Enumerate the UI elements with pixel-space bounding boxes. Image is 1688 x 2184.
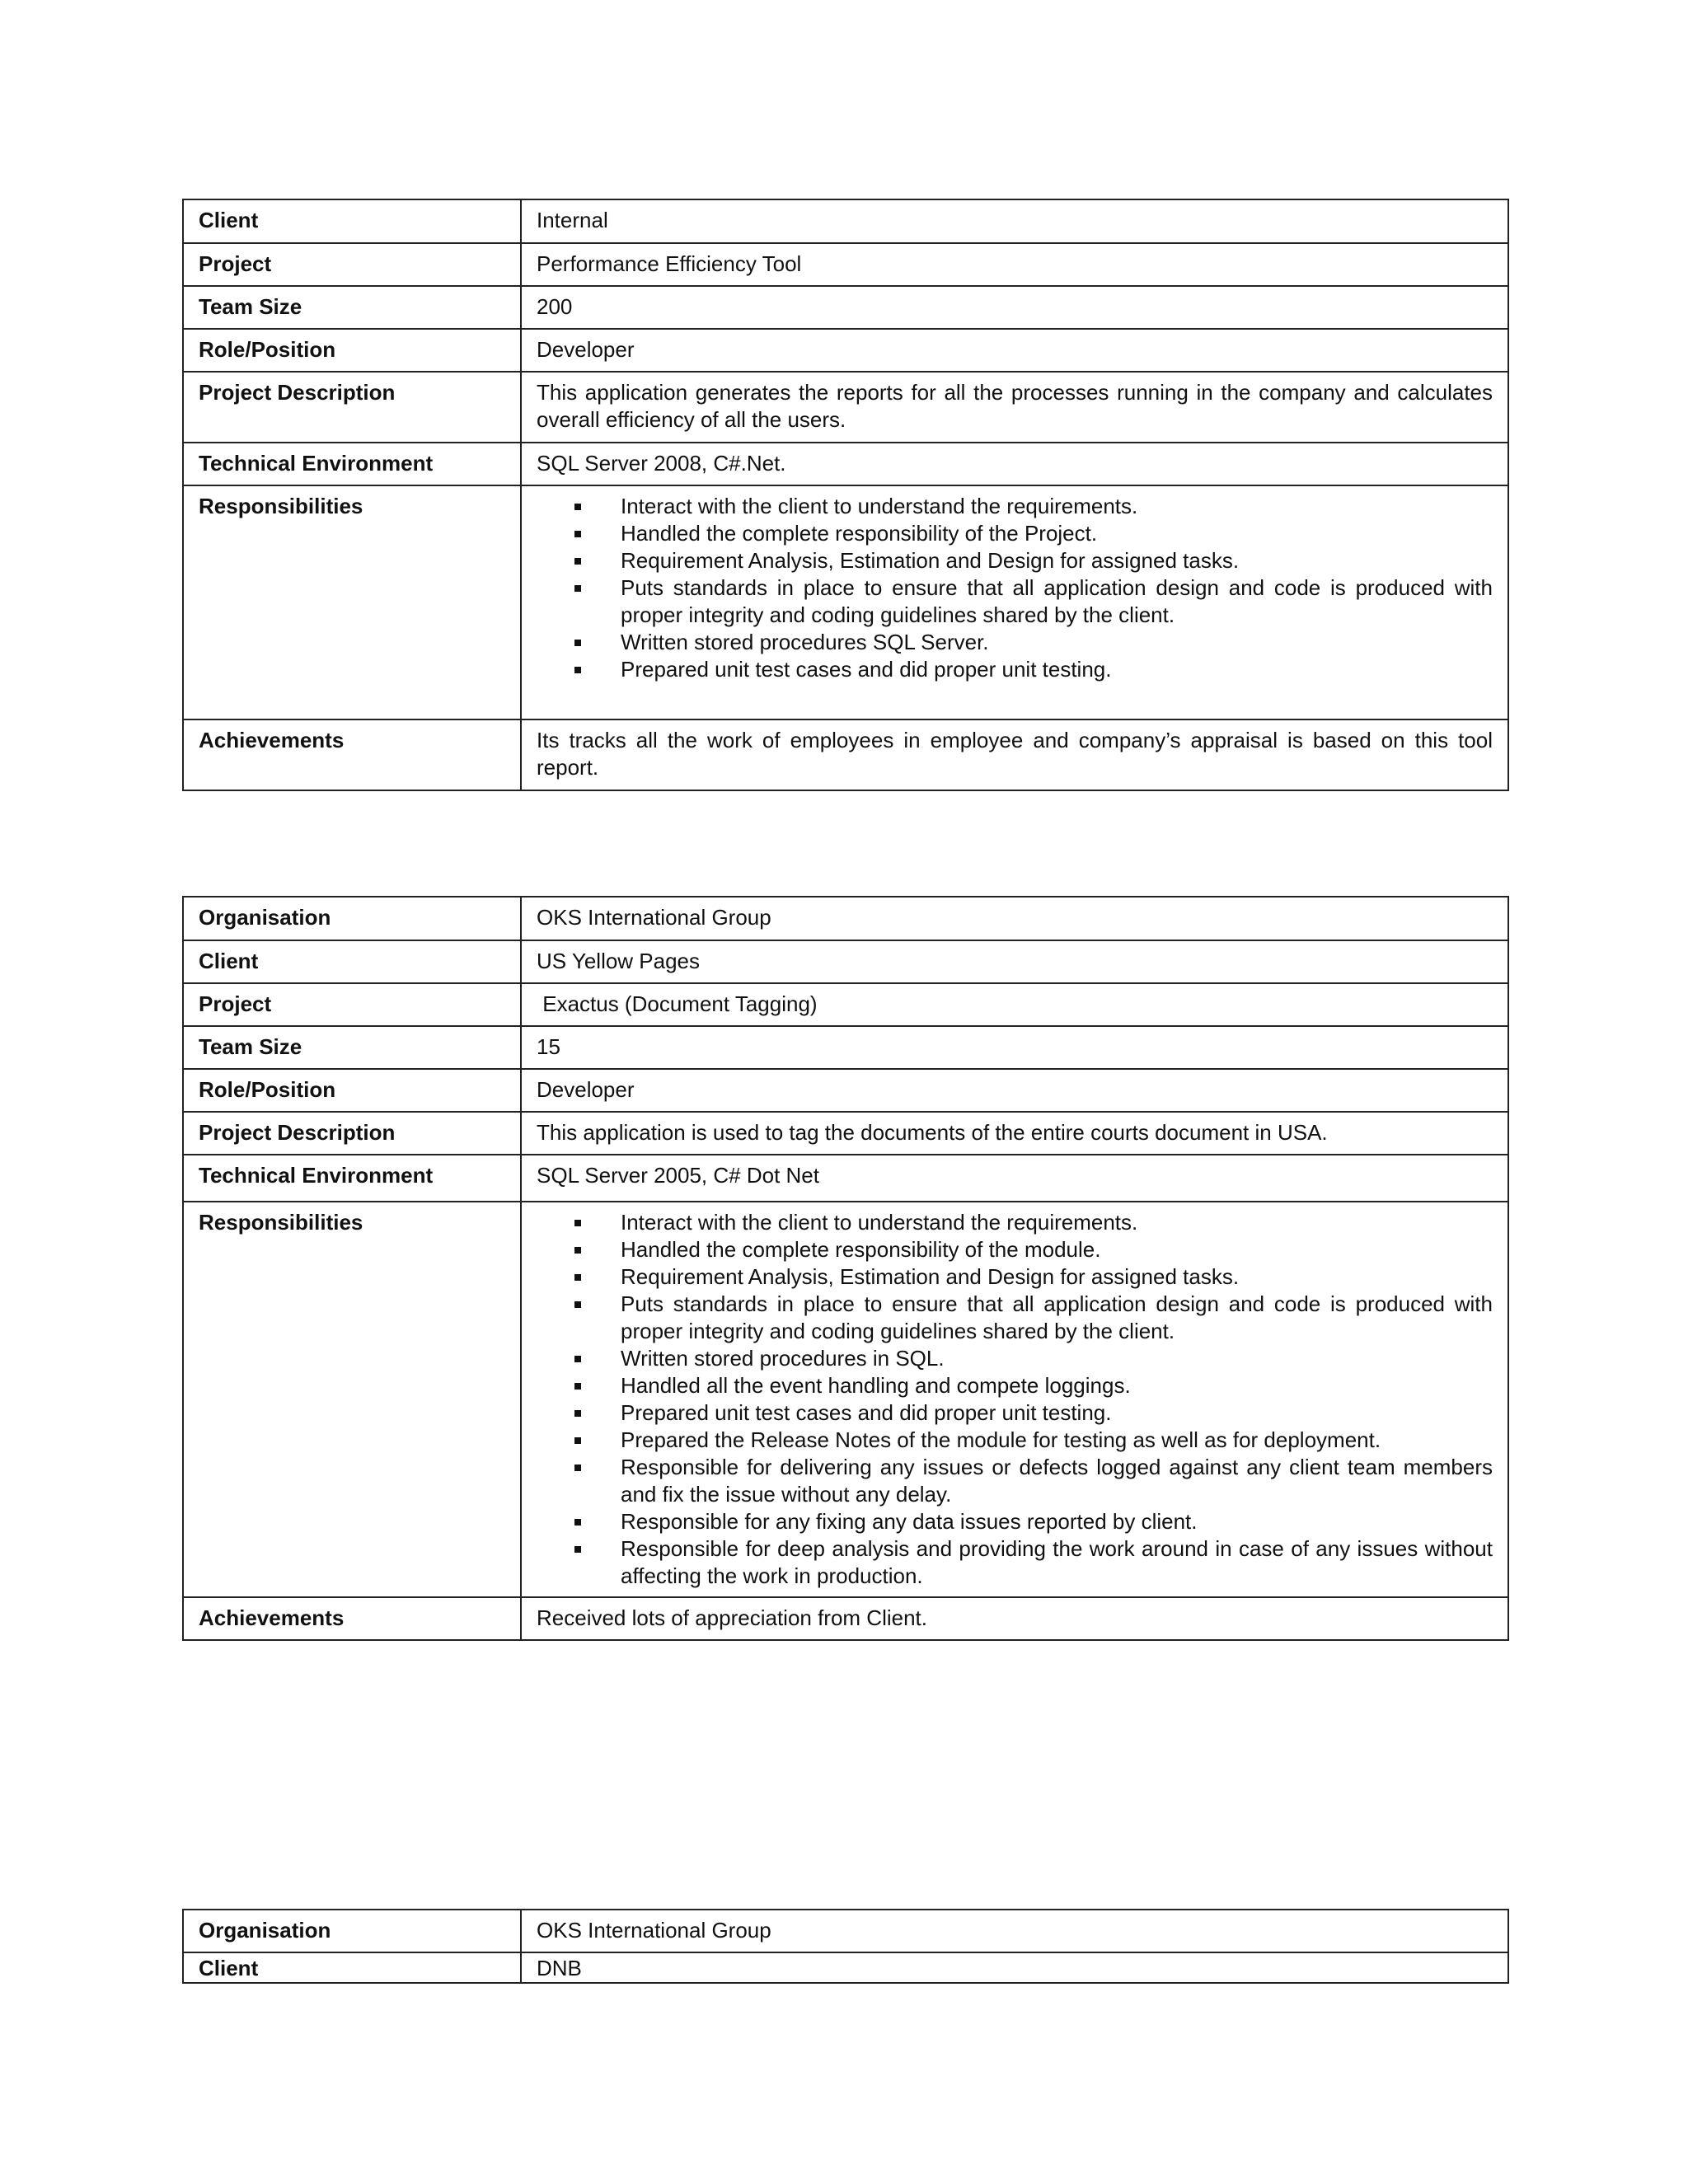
row-label: Responsibilities	[183, 485, 521, 719]
table-row	[183, 983, 1508, 1026]
list-item: Handled all the event handling and compete loggings.	[621, 1372, 1493, 1399]
list-item: Written stored procedures SQL Server.	[621, 629, 1493, 656]
row-label: Client	[183, 940, 521, 983]
table-row	[183, 1910, 1508, 1952]
row-value: OKS International Group	[521, 1910, 1508, 1952]
row-label: Role/Position	[183, 329, 521, 372]
row-label: Client	[183, 199, 521, 243]
list-item: Interact with the client to understand the requirements.	[621, 1209, 1493, 1236]
row-value: Developer	[521, 329, 1508, 372]
row-label: Responsibilities	[183, 1202, 521, 1597]
row-value: 15	[521, 1026, 1508, 1069]
row-value: OKS International Group	[521, 897, 1508, 940]
list-item: Handled the complete responsibility of the module.	[621, 1236, 1493, 1263]
table-row	[183, 897, 1508, 940]
row-value: Its tracks all the work of employees in employee and company’s appraisal is based on this tool report.	[521, 719, 1508, 790]
table-row	[183, 1155, 1508, 1202]
table-row	[183, 1597, 1508, 1640]
row-value: This application is used to tag the documents of the entire courts document in USA.	[521, 1112, 1508, 1155]
list-item: Requirement Analysis, Estimation and Design for assigned tasks.	[621, 1263, 1493, 1291]
list-item: Responsible for delivering any issues or defects logged against any client team members and fix the issue without any delay.	[621, 1455, 1493, 1507]
row-value: 200	[521, 286, 1508, 329]
responsibilities-list	[537, 1209, 1493, 1590]
list-item: Prepared unit test cases and did proper unit testing.	[621, 656, 1493, 683]
table-row	[183, 1026, 1508, 1069]
row-label: Technical Environment	[183, 443, 521, 485]
list-item: Requirement Analysis, Estimation and Design for assigned tasks.	[621, 547, 1493, 574]
table-row	[183, 719, 1508, 790]
project-table-performance-efficiency-tool	[182, 199, 1509, 791]
table-row	[183, 243, 1508, 286]
list-item: Responsible for any fixing any data issues reported by client.	[621, 1508, 1493, 1535]
list-item: Interact with the client to understand the requirements.	[621, 493, 1493, 520]
row-label: Technical Environment	[183, 1155, 521, 1202]
responsibilities-cell	[521, 1202, 1508, 1597]
table-row	[183, 485, 1508, 719]
row-label: Project Description	[183, 372, 521, 443]
table-row	[183, 329, 1508, 372]
row-label: Organisation	[183, 1910, 521, 1952]
row-value: SQL Server 2005, C# Dot Net	[521, 1155, 1508, 1202]
list-item: Puts standards in place to ensure that all application design and code is produced with proper integrity and coding guidelines shared by the client.	[621, 1291, 1493, 1343]
row-value: This application generates the reports for all the processes running in the company and calculates overall efficiency of all the users.	[521, 372, 1508, 443]
row-label: Team Size	[183, 1026, 521, 1069]
list-item: Responsible for deep analysis and providing the work around in case of any issues without affecting the work in production.	[621, 1536, 1493, 1588]
list-item: Written stored procedures in SQL.	[621, 1345, 1493, 1372]
table-row	[183, 1069, 1508, 1112]
row-label: Achievements	[183, 1597, 521, 1640]
row-value: US Yellow Pages	[521, 940, 1508, 983]
row-value: DNB	[521, 1952, 1508, 1983]
table-row	[183, 940, 1508, 983]
row-value: Received lots of appreciation from Client.	[521, 1597, 1508, 1640]
row-label: Achievements	[183, 719, 521, 790]
row-value: SQL Server 2008, C#.Net.	[521, 443, 1508, 485]
row-label: Organisation	[183, 897, 521, 940]
table-row	[183, 1112, 1508, 1155]
list-item: Handled the complete responsibility of the Project.	[621, 520, 1493, 547]
row-value: Performance Efficiency Tool	[521, 243, 1508, 286]
table-row	[183, 1952, 1508, 1983]
row-label: Project	[183, 243, 521, 286]
row-value: Developer	[521, 1069, 1508, 1112]
list-item: Puts standards in place to ensure that all application design and code is produced with proper integrity and coding guidelines shared by the client.	[621, 575, 1493, 627]
table-row	[183, 443, 1508, 485]
table-row	[183, 1202, 1508, 1597]
list-item: Prepared the Release Notes of the module for testing as well as for deployment.	[621, 1427, 1493, 1454]
table-row	[183, 286, 1508, 329]
row-label: Client	[183, 1952, 521, 1983]
table-row	[183, 372, 1508, 443]
row-value: Internal	[521, 199, 1508, 243]
row-label: Project	[183, 983, 521, 1026]
row-label: Role/Position	[183, 1069, 521, 1112]
table-row	[183, 199, 1508, 243]
project-table-exactus	[182, 896, 1509, 1641]
row-label: Team Size	[183, 286, 521, 329]
responsibilities-cell	[521, 485, 1508, 719]
project-table-dnb	[182, 1909, 1509, 1984]
responsibilities-list	[537, 493, 1493, 683]
list-item: Prepared unit test cases and did proper unit testing.	[621, 1399, 1493, 1427]
row-value: Exactus (Document Tagging)	[521, 983, 1508, 1026]
row-label: Project Description	[183, 1112, 521, 1155]
